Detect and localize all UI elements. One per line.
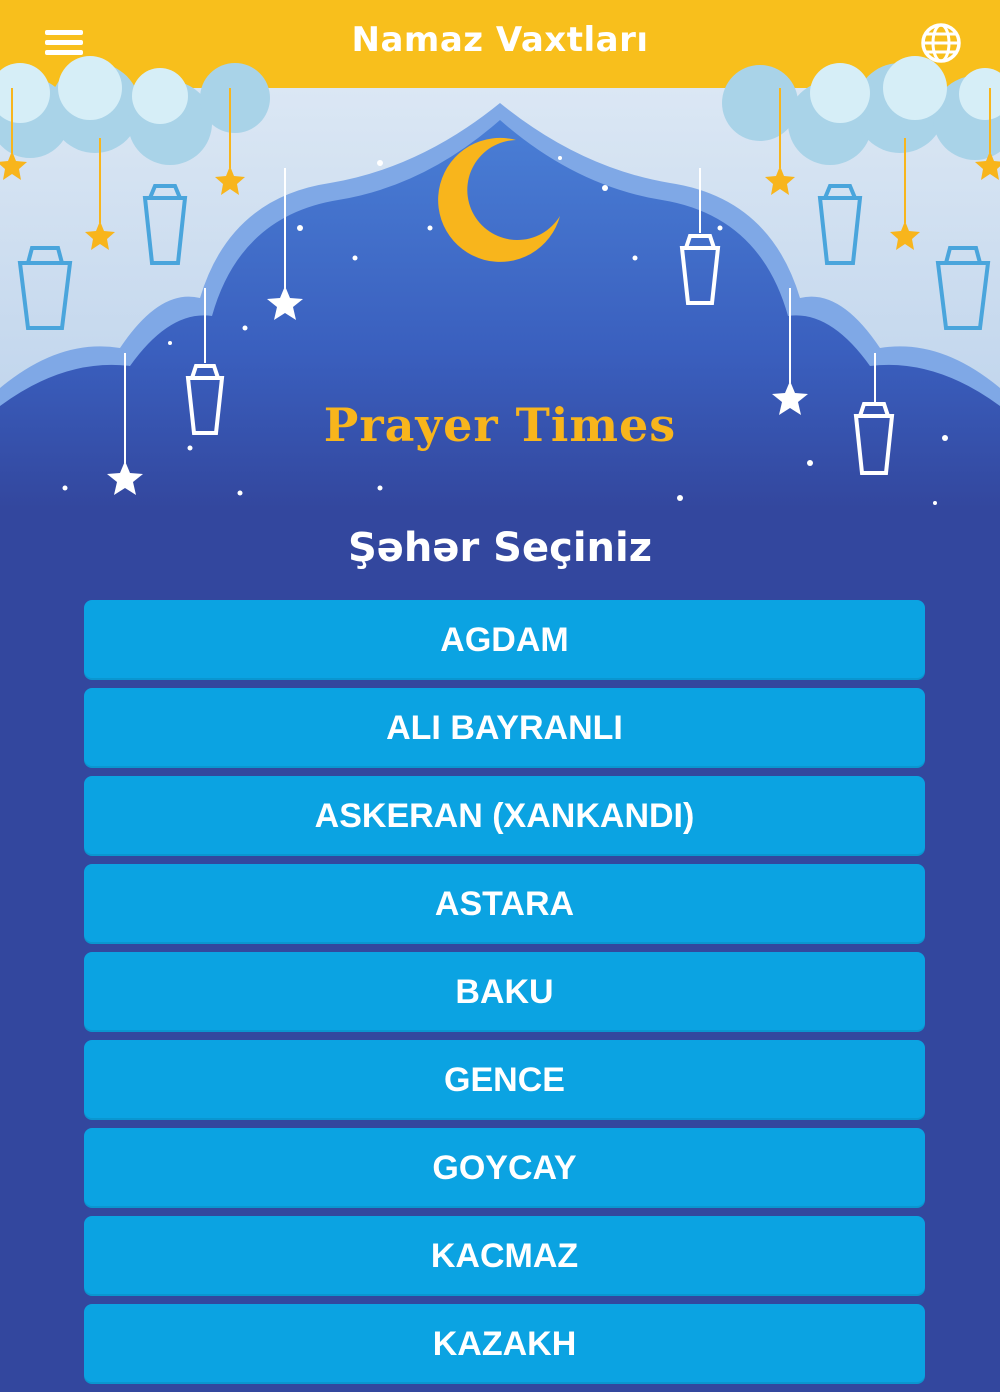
globe-icon[interactable] (920, 22, 962, 64)
city-button-baku[interactable]: BAKU (84, 952, 925, 1032)
city-button-kazakh[interactable]: KAZAKH (84, 1304, 925, 1384)
city-list (84, 600, 925, 1392)
prayer-times-title: Prayer Times (323, 398, 677, 452)
ramadan-banner (0, 88, 1000, 508)
city-button-ali-bayranli[interactable]: ALI BAYRANLI (84, 688, 925, 768)
city-select-heading: Şəhər Seçiniz (347, 525, 653, 571)
city-button-gence[interactable]: GENCE (84, 1040, 925, 1120)
city-button-goycay[interactable]: GOYCAY (84, 1128, 925, 1208)
city-button-astara[interactable]: ASTARA (84, 864, 925, 944)
city-button-kacmaz[interactable]: KACMAZ (84, 1216, 925, 1296)
city-button-askeran[interactable]: ASKERAN (XANKANDI) (84, 776, 925, 856)
city-button-agdam[interactable]: AGDAM (84, 600, 925, 680)
app-title: Namaz Vaxtları (351, 20, 649, 60)
